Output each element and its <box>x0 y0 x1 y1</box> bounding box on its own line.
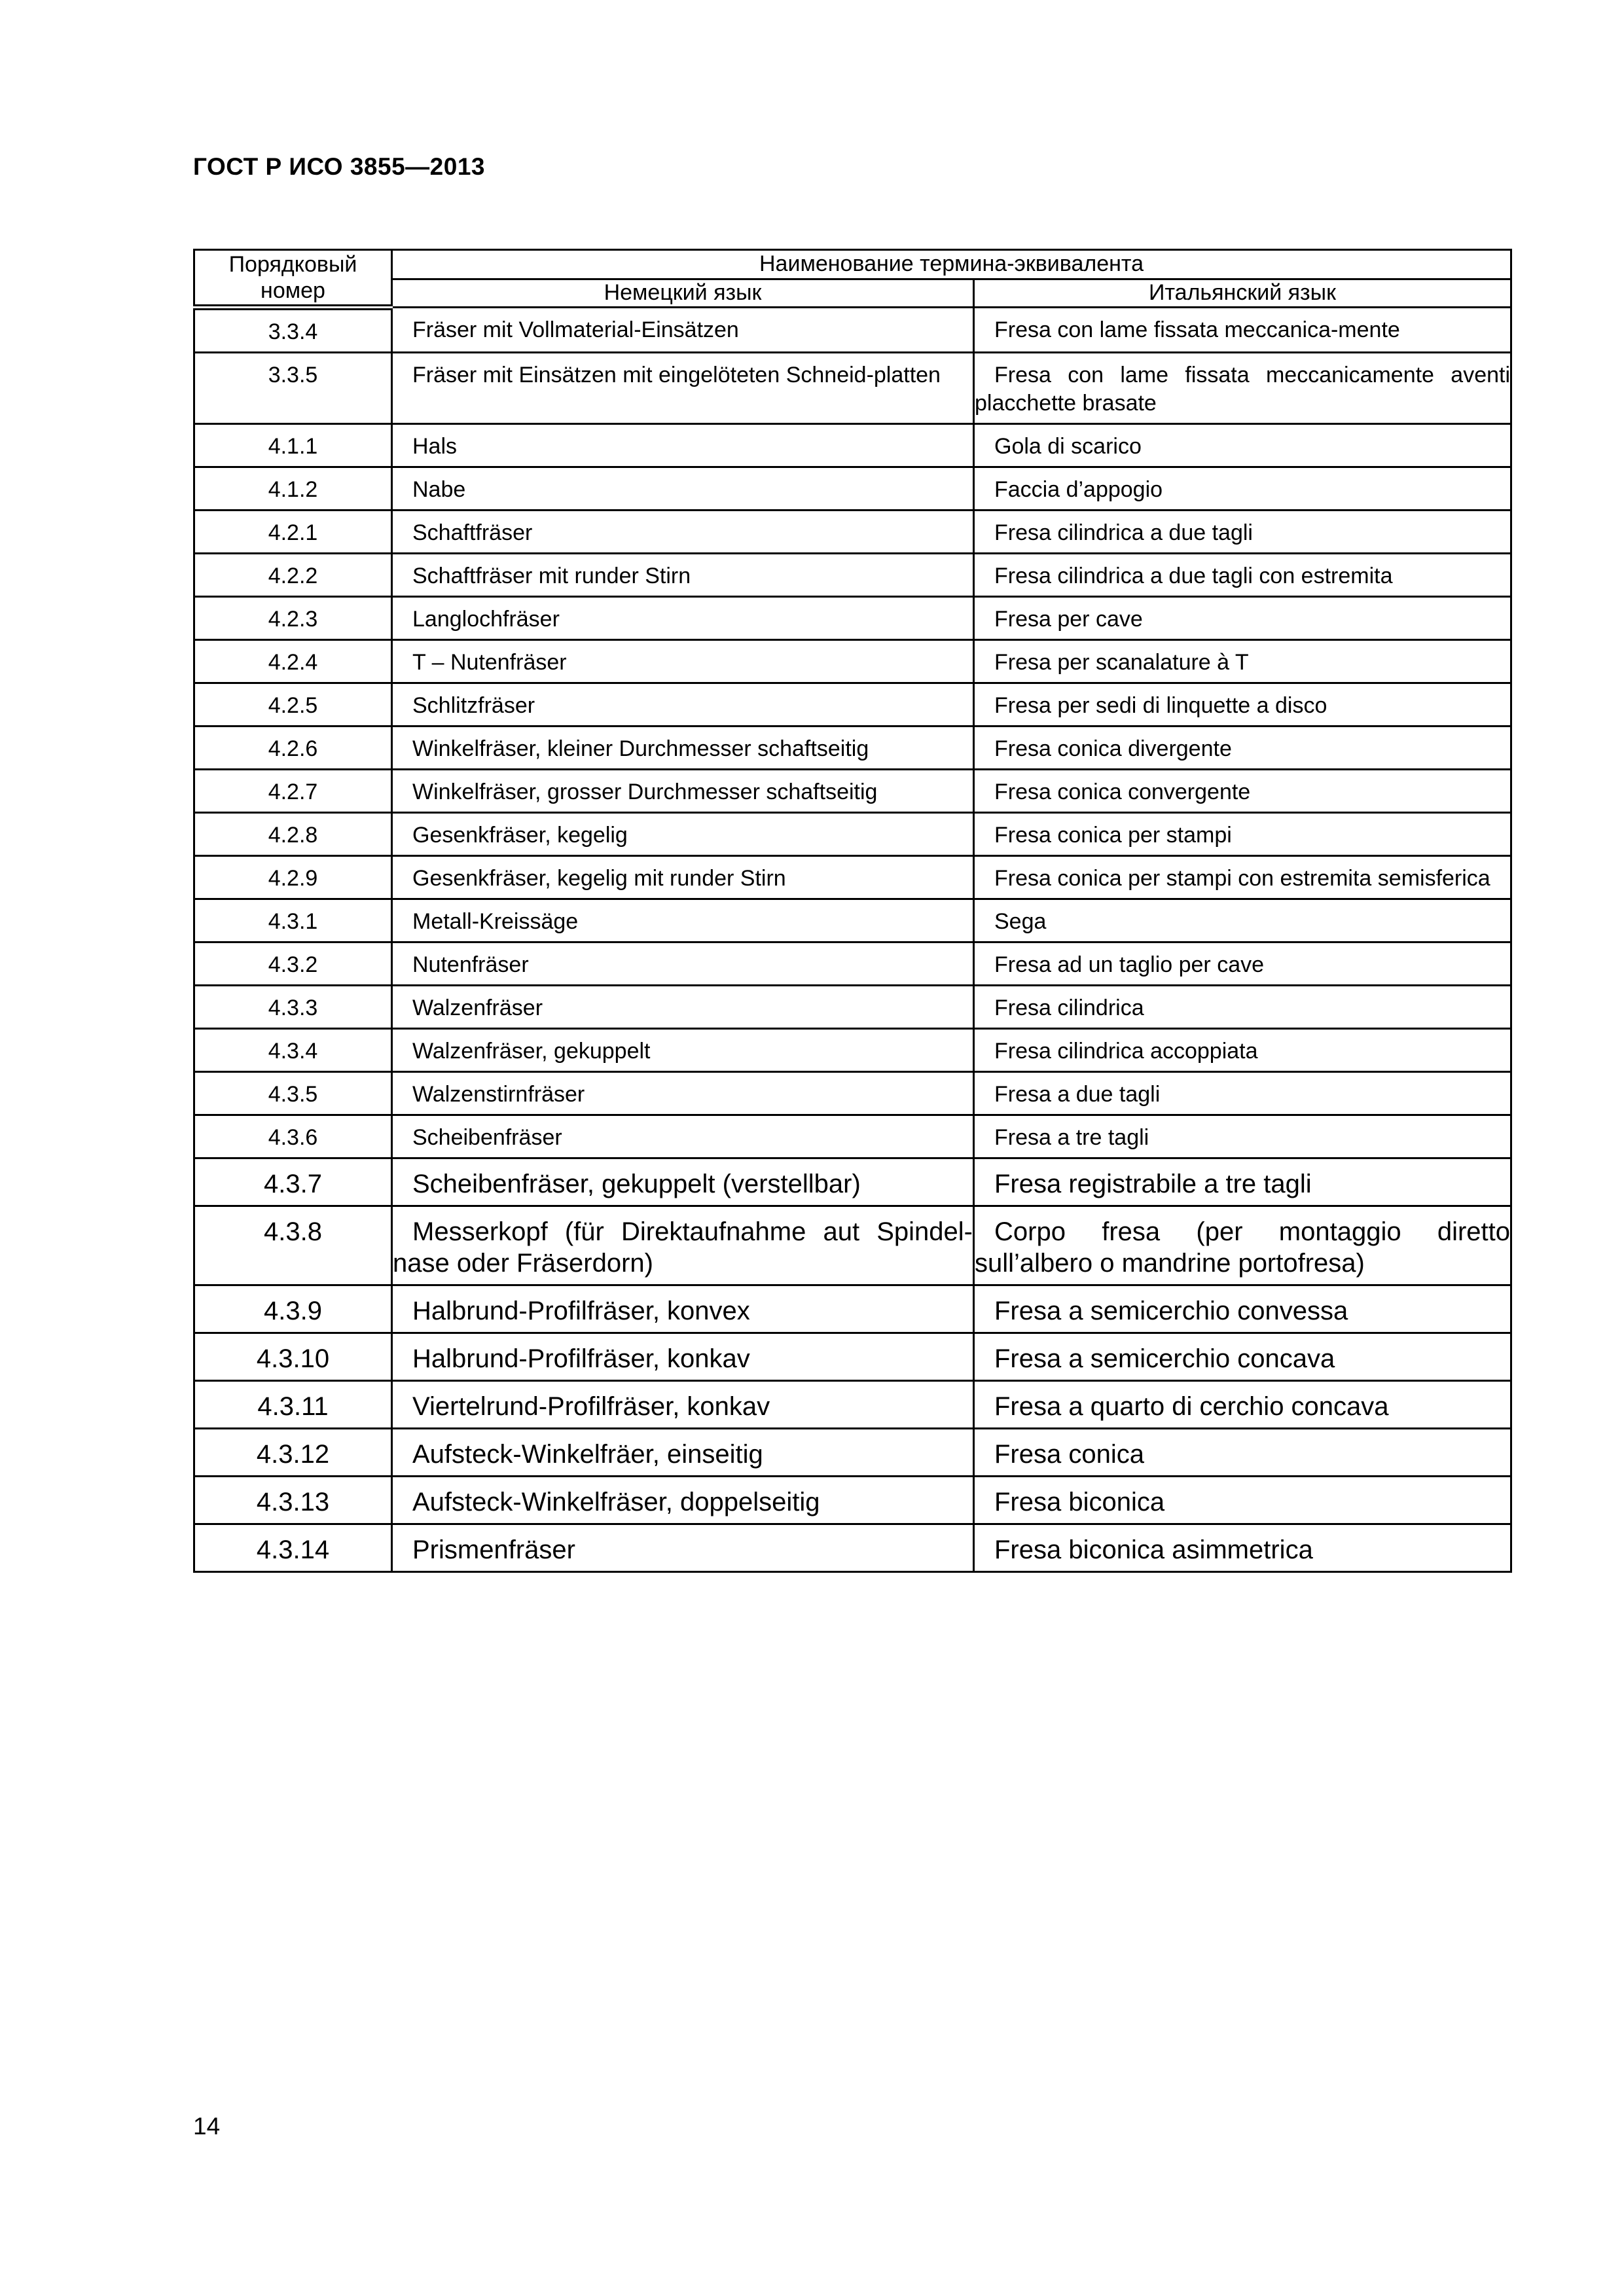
german-term-cell <box>392 308 974 353</box>
german-term: Nabe <box>412 477 466 502</box>
italian-term-cell <box>974 597 1511 640</box>
row-number: 4.3.8 <box>194 1206 392 1285</box>
table-row <box>194 1072 1511 1115</box>
italian-term-cell <box>974 1333 1511 1381</box>
row-number: 4.3.14 <box>194 1524 392 1572</box>
row-number: 4.3.7 <box>194 1158 392 1206</box>
german-term-cell <box>392 683 974 726</box>
italian-term: Fresa per sedi di linquette a disco <box>994 693 1327 718</box>
german-term-cell <box>392 511 974 554</box>
german-term-cell <box>392 467 974 511</box>
italian-term: Faccia d’appogio <box>994 477 1163 502</box>
row-number: 3.3.5 <box>194 353 392 424</box>
italian-term: Fresa cilindrica <box>994 996 1144 1020</box>
italian-term-cell <box>974 1524 1511 1572</box>
row-number: 4.1.1 <box>194 424 392 467</box>
italian-term-cell <box>974 1158 1511 1206</box>
table-row <box>194 467 1511 511</box>
german-term-cell <box>392 1381 974 1429</box>
italian-term-cell <box>974 1285 1511 1333</box>
german-term: Halbrund-Profilfräser, konkav <box>412 1344 750 1373</box>
table-row <box>194 597 1511 640</box>
italian-term-cell <box>974 1115 1511 1158</box>
row-number: 4.3.3 <box>194 986 392 1029</box>
italian-term: Fresa con lame fissata meccanicamente aventi placchette brasate <box>975 363 1511 416</box>
table-row <box>194 511 1511 554</box>
table-row <box>194 856 1511 899</box>
german-term-cell <box>392 1115 974 1158</box>
italian-term-cell <box>974 770 1511 813</box>
german-term: Aufsteck-Winkelfräer, einseitig <box>412 1440 763 1469</box>
table-row <box>194 683 1511 726</box>
column-header-german: Немецкий язык <box>392 279 974 308</box>
italian-term-cell <box>974 554 1511 597</box>
row-number: 4.2.7 <box>194 770 392 813</box>
italian-term: Gola di scarico <box>994 434 1142 459</box>
table-row <box>194 726 1511 770</box>
table-row <box>194 1115 1511 1158</box>
row-number: 4.2.5 <box>194 683 392 726</box>
column-header-number-text: Порядковый номер <box>228 252 357 303</box>
german-term-cell <box>392 1524 974 1572</box>
german-term-cell <box>392 597 974 640</box>
italian-term: Fresa per scanalature à T <box>994 650 1249 675</box>
italian-term-cell <box>974 467 1511 511</box>
row-number: 4.1.2 <box>194 467 392 511</box>
german-term: Messerkopf (für Direktaufnahme aut Spindel-nase oder Fräserdorn) <box>393 1217 973 1278</box>
italian-term: Fresa con lame fissata meccanica-mente <box>994 317 1400 342</box>
italian-term-cell <box>974 424 1511 467</box>
column-header-number <box>194 250 392 308</box>
table-row <box>194 1029 1511 1072</box>
italian-term-cell <box>974 1206 1511 1285</box>
german-term-cell <box>392 1429 974 1477</box>
german-term-cell <box>392 813 974 856</box>
german-term: Prismenfräser <box>412 1535 575 1564</box>
italian-term-cell <box>974 1429 1511 1477</box>
german-term-cell <box>392 1072 974 1115</box>
table-row <box>194 986 1511 1029</box>
table-row <box>194 424 1511 467</box>
german-term-cell <box>392 986 974 1029</box>
table-row <box>194 640 1511 683</box>
table-row <box>194 1285 1511 1333</box>
german-term-cell <box>392 1285 974 1333</box>
row-number: 4.2.1 <box>194 511 392 554</box>
italian-term: Fresa cilindrica accoppiata <box>994 1039 1258 1064</box>
italian-term-cell <box>974 1477 1511 1524</box>
italian-term: Fresa conica <box>994 1440 1144 1469</box>
document-header: ГОСТ Р ИСО 3855—2013 <box>193 153 485 180</box>
italian-term-cell <box>974 353 1511 424</box>
german-term: Schaftfräser mit runder Stirn <box>412 564 691 588</box>
row-number: 4.3.9 <box>194 1285 392 1333</box>
table-row <box>194 1333 1511 1381</box>
german-term-cell <box>392 353 974 424</box>
italian-term: Fresa registrabile a tre tagli <box>994 1170 1312 1198</box>
german-term-cell <box>392 942 974 986</box>
row-number: 4.2.4 <box>194 640 392 683</box>
row-number: 4.2.6 <box>194 726 392 770</box>
table-row <box>194 554 1511 597</box>
italian-term: Fresa ad un taglio per cave <box>994 952 1265 977</box>
italian-term-cell <box>974 511 1511 554</box>
italian-term-cell <box>974 683 1511 726</box>
german-term: Schlitzfräser <box>412 693 535 718</box>
row-number: 4.3.13 <box>194 1477 392 1524</box>
italian-term-cell <box>974 1381 1511 1429</box>
italian-term: Fresa conica convergente <box>994 780 1251 804</box>
italian-term: Fresa a due tagli <box>994 1082 1161 1107</box>
column-header-italian: Итальянский язык <box>974 279 1511 308</box>
german-term: Walzenstirnfräser <box>412 1082 585 1107</box>
german-term-cell <box>392 856 974 899</box>
german-term-cell <box>392 1158 974 1206</box>
terms-table <box>193 249 1512 1573</box>
row-number: 4.3.2 <box>194 942 392 986</box>
german-term: T – Nutenfräser <box>412 650 567 675</box>
italian-term: Fresa a tre tagli <box>994 1125 1149 1150</box>
row-number: 4.2.2 <box>194 554 392 597</box>
column-header-group: Наименование термина-эквивалента <box>392 250 1511 279</box>
row-number: 4.3.4 <box>194 1029 392 1072</box>
german-term-cell <box>392 424 974 467</box>
row-number: 4.3.5 <box>194 1072 392 1115</box>
row-number: 4.2.9 <box>194 856 392 899</box>
row-number: 4.2.8 <box>194 813 392 856</box>
german-term: Fräser mit Einsätzen mit eingelöteten Schneid-platten <box>412 363 941 387</box>
row-number: 3.3.4 <box>194 308 392 353</box>
table-row <box>194 942 1511 986</box>
german-term-cell <box>392 1333 974 1381</box>
german-term: Hals <box>412 434 458 459</box>
italian-term-cell <box>974 942 1511 986</box>
italian-term: Fresa cilindrica a due tagli con estremita <box>994 564 1393 588</box>
table-row <box>194 1381 1511 1429</box>
german-term-cell <box>392 554 974 597</box>
german-term-cell <box>392 640 974 683</box>
italian-term: Fresa a semicerchio concava <box>994 1344 1335 1373</box>
german-term: Scheibenfräser, gekuppelt (verstellbar) <box>412 1170 861 1198</box>
german-term: Schaftfräser <box>412 520 533 545</box>
german-term: Nutenfräser <box>412 952 529 977</box>
german-term: Winkelfräser, grosser Durchmesser schaftseitig <box>412 780 878 804</box>
row-number: 4.3.6 <box>194 1115 392 1158</box>
table-row <box>194 1477 1511 1524</box>
italian-term-cell <box>974 726 1511 770</box>
italian-term: Fresa per cave <box>994 607 1143 632</box>
table-row <box>194 1429 1511 1477</box>
italian-term-cell <box>974 856 1511 899</box>
italian-term: Fresa a semicerchio convessa <box>994 1297 1348 1325</box>
italian-term: Fresa biconica asimmetrica <box>994 1535 1313 1564</box>
italian-term-cell <box>974 986 1511 1029</box>
italian-term-cell <box>974 1029 1511 1072</box>
german-term: Walzenfräser <box>412 996 543 1020</box>
italian-term: Fresa biconica <box>994 1488 1165 1516</box>
italian-term-cell <box>974 813 1511 856</box>
row-number: 4.3.12 <box>194 1429 392 1477</box>
german-term: Aufsteck-Winkelfräser, doppelseitig <box>412 1488 820 1516</box>
italian-term: Fresa cilindrica a due tagli <box>994 520 1253 545</box>
table-row <box>194 899 1511 942</box>
row-number: 4.2.3 <box>194 597 392 640</box>
italian-term: Fresa conica divergente <box>994 736 1232 761</box>
italian-term-cell <box>974 640 1511 683</box>
page-number: 14 <box>193 2113 221 2140</box>
italian-term: Fresa a quarto di cerchio concava <box>994 1392 1389 1421</box>
german-term-cell <box>392 1206 974 1285</box>
row-number: 4.3.11 <box>194 1381 392 1429</box>
german-term: Walzenfräser, gekuppelt <box>412 1039 651 1064</box>
german-term: Viertelrund-Profilfräser, konkav <box>412 1392 770 1421</box>
german-term: Scheibenfräser <box>412 1125 562 1150</box>
italian-term: Sega <box>994 909 1047 934</box>
row-number: 4.3.1 <box>194 899 392 942</box>
german-term: Metall-Kreissäge <box>412 909 579 934</box>
italian-term: Fresa conica per stampi con estremita semisferica <box>994 866 1490 891</box>
table-row <box>194 308 1511 353</box>
german-term: Halbrund-Profilfräser, konvex <box>412 1297 750 1325</box>
german-term: Fräser mit Vollmaterial-Einsätzen <box>412 317 739 342</box>
german-term-cell <box>392 1029 974 1072</box>
german-term-cell <box>392 899 974 942</box>
italian-term-cell <box>974 308 1511 353</box>
german-term: Langlochfräser <box>412 607 560 632</box>
table-row <box>194 1206 1511 1285</box>
table-row <box>194 770 1511 813</box>
table-row <box>194 1524 1511 1572</box>
german-term: Gesenkfräser, kegelig mit runder Stirn <box>412 866 786 891</box>
italian-term: Fresa conica per stampi <box>994 823 1232 848</box>
table-body <box>194 308 1511 1572</box>
german-term-cell <box>392 726 974 770</box>
table-row <box>194 813 1511 856</box>
german-term-cell <box>392 770 974 813</box>
row-number: 4.3.10 <box>194 1333 392 1381</box>
german-term: Gesenkfräser, kegelig <box>412 823 628 848</box>
german-term: Winkelfräser, kleiner Durchmesser schaftseitig <box>412 736 869 761</box>
german-term-cell <box>392 1477 974 1524</box>
italian-term-cell <box>974 1072 1511 1115</box>
table-row <box>194 1158 1511 1206</box>
italian-term-cell <box>974 899 1511 942</box>
table-row <box>194 353 1511 424</box>
italian-term: Corpo fresa (per montaggio diretto sull’albero o mandrine portofresa) <box>975 1217 1511 1278</box>
